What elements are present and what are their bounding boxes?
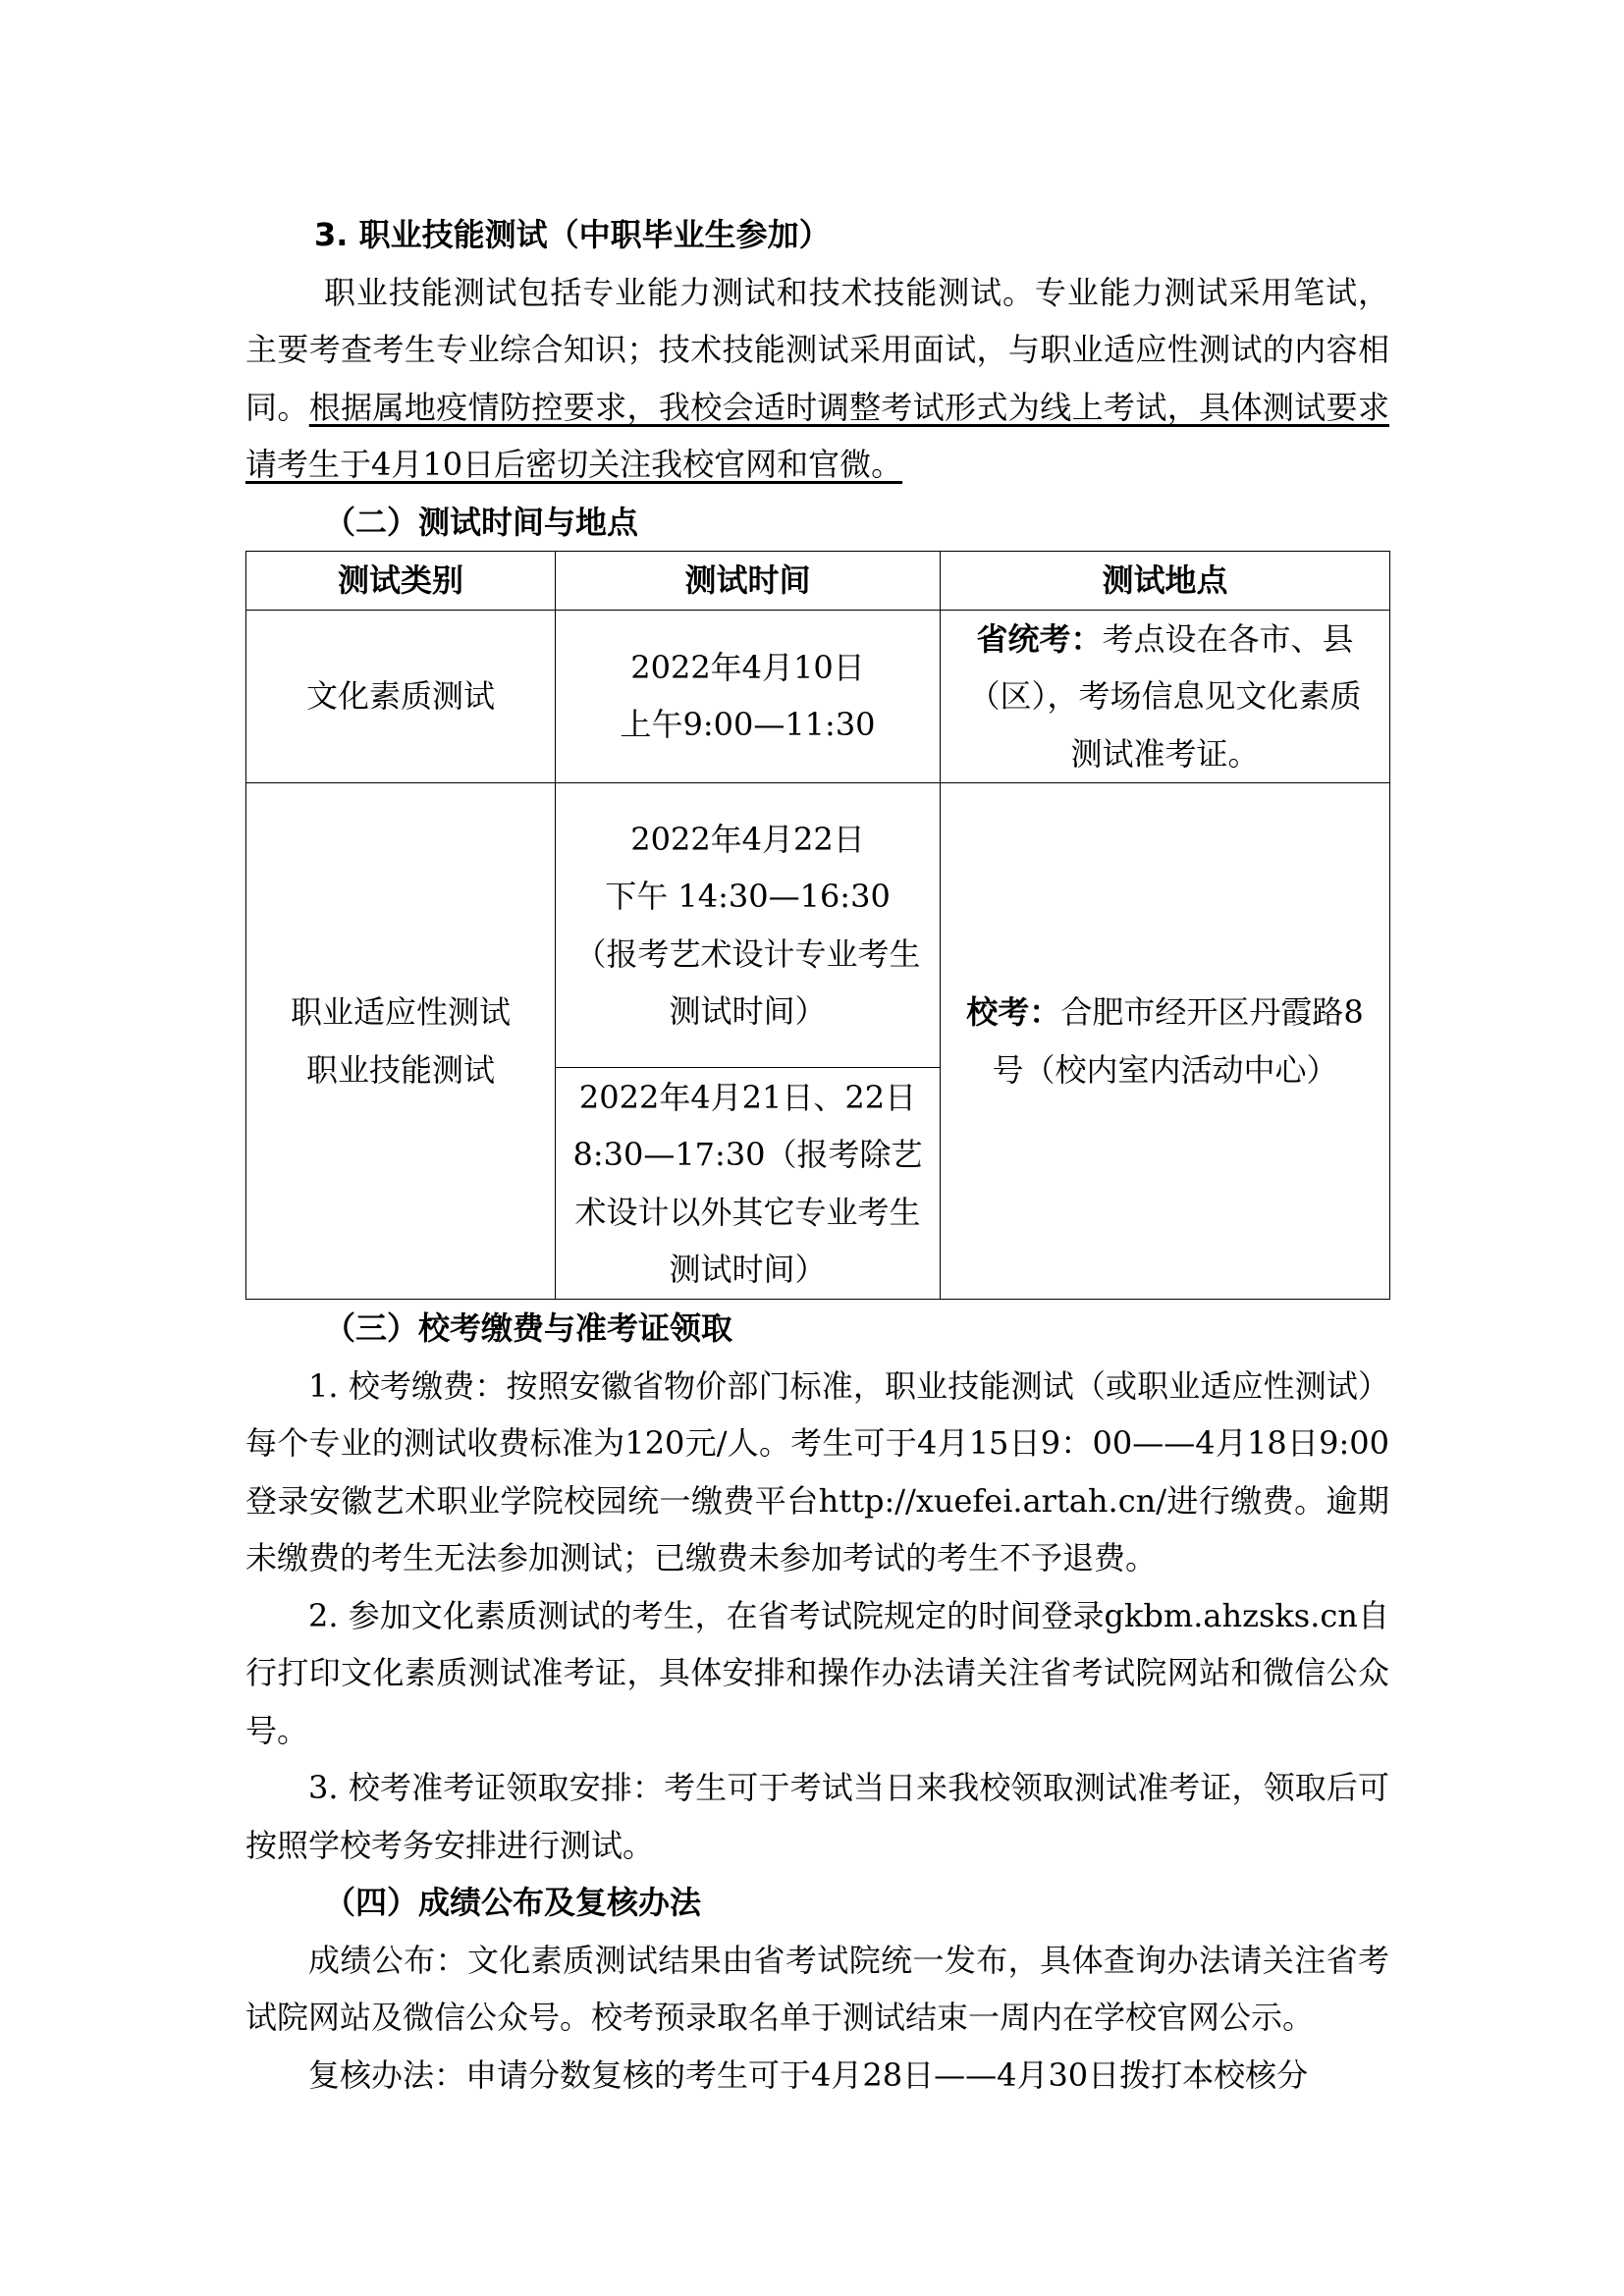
row1-category: 文化素质测试 xyxy=(246,610,556,783)
row2b-date: 2022年4月21日、22日 xyxy=(578,1078,917,1116)
paragraph-text: 职业技能测试包括专业能力测试和技术技能测试。专业能力测试采用笔试，主要考查考生专业综合知识；技术技能测试采用面试，与职业适应性测试的内容相同。 xyxy=(245,273,1389,426)
row1-place-text: 考点设在各市、县（区），考场信息见文化素质测试准考证。 xyxy=(968,619,1362,773)
row2a-date: 2022年4月22日 xyxy=(630,820,865,858)
section-3-paragraph-1: 1. 校考缴费：按照安徽省物价部门标准，职业技能测试（或职业适应性测试）每个专业的测试收费标准为120元/人。考生可于4月15日9：00——4月18日9:00登录安徽艺术职业学院校园统一缴费平台http://xuefei.artah.cn/进行缴费。逾期未缴费的考生无法参加测试；已缴费未参加考试的考生不予退费。 xyxy=(245,1366,1389,1576)
section-3-paragraph-3: 3. 校考准考证领取安排：考生可于考试当日来我校领取测试准考证，领取后可按照学校考务安排进行测试。 xyxy=(245,1769,1389,1864)
subsection-3-paragraph xyxy=(245,264,1389,494)
header-category: 测试类别 xyxy=(246,552,556,611)
document-page xyxy=(245,206,1389,2104)
row2-category-line2: 职业技能测试 xyxy=(305,1050,495,1089)
row1-place-label: 省统考： xyxy=(976,619,1103,658)
row2-time-a xyxy=(556,783,941,1068)
row2a-hours: 下午 14:30—16:30 xyxy=(605,878,891,915)
section-3-title: （三）校考缴费与准考证领取 xyxy=(324,1309,733,1347)
table-row xyxy=(246,610,1390,783)
section-4-paragraph-1: 成绩公布：文化素质测试结果由省考试院统一发布，具体查询办法请关注省考试院网站及微信公众号。校考预录取名单于测试结束一周内在学校官网公示。 xyxy=(245,1941,1389,2036)
row2-category xyxy=(246,783,556,1300)
schedule-table xyxy=(245,551,1390,1300)
row2-place-text: 合肥市经开区丹霞路8号（校内室内活动中心） xyxy=(992,993,1364,1089)
row2b-hours: 8:30—17:30（报考除艺术设计以外其它专业考生测试时间） xyxy=(572,1136,923,1288)
underlined-notice: 根据属地疫情防控要求，我校会适时调整考试形式为线上考试，具体测试要求请考生于4月10日后密切关注我校官网和官微。 xyxy=(245,388,1389,483)
row2-place-label: 校考： xyxy=(966,993,1061,1031)
header-place: 测试地点 xyxy=(941,552,1390,611)
row1-hours: 上午9:00—11:30 xyxy=(620,706,876,744)
row2a-note: （报考艺术设计专业考生测试时间） xyxy=(574,934,921,1030)
table-header-row xyxy=(246,552,1390,611)
row1-date: 2022年4月10日 xyxy=(630,648,865,686)
section-4-paragraph-2: 复核办法：申请分数复核的考生可于4月28日——4月30日拨打本校核分 xyxy=(308,2056,1309,2094)
subsection-3-title: 3. 职业技能测试（中职毕业生参加） xyxy=(314,216,831,253)
table-row xyxy=(246,783,1390,1068)
row2-time-b xyxy=(556,1068,941,1300)
section-3-paragraph-2: 2. 参加文化素质测试的考生，在省考试院规定的时间登录gkbm.ahzsks.cn自行打印文化素质测试准考证，具体安排和操作办法请关注省考试院网站和微信公众号。 xyxy=(245,1596,1389,1749)
row2-category-line1: 职业适应性测试 xyxy=(290,993,511,1031)
row2-place xyxy=(941,783,1390,1300)
section-2-title: （二）测试时间与地点 xyxy=(324,503,639,541)
section-4-title: （四）成绩公布及复核办法 xyxy=(324,1884,702,1921)
row1-place xyxy=(941,610,1390,783)
header-time: 测试时间 xyxy=(556,552,941,611)
row1-time xyxy=(556,610,941,783)
